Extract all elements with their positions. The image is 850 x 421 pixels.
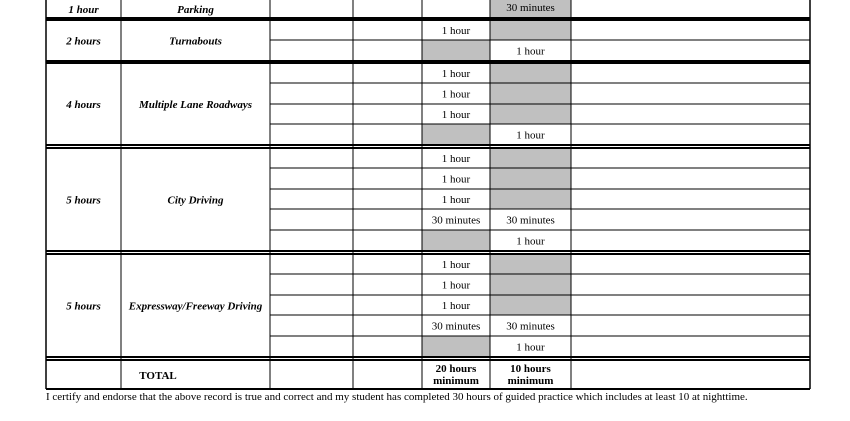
total-daytime-qualifier: minimum	[433, 375, 479, 387]
shaded-cell	[490, 254, 571, 274]
daytime-hours-cell: 1 hour	[441, 109, 471, 121]
shaded-cell	[490, 189, 571, 209]
daytime-hours-cell: 30 minutes	[431, 320, 481, 333]
nighttime-hours-cell: 1 hour	[516, 341, 545, 354]
shaded-cell	[490, 20, 571, 40]
total-daytime-hours: 20 hours	[435, 363, 477, 375]
shaded-cell	[490, 83, 571, 104]
shaded-cell	[422, 40, 490, 61]
daytime-hours-cell: 1 hour	[441, 68, 471, 80]
total-nighttime-qualifier: minimum	[507, 375, 554, 387]
daytime-hours-cell: 1 hour	[441, 259, 471, 271]
nighttime-hours-cell: 30 minutes	[506, 2, 555, 14]
required-hours-label: 5 hours	[66, 194, 101, 207]
required-hours-label: 5 hours	[66, 300, 101, 313]
shaded-cell	[422, 124, 490, 145]
required-hours-label: 2 hours	[66, 35, 101, 48]
nighttime-hours-cell: 30 minutes	[506, 214, 555, 227]
daytime-hours-cell: 30 minutes	[431, 214, 481, 227]
skill-topic-label: City Driving	[167, 194, 224, 207]
nighttime-hours-cell: 1 hour	[516, 45, 545, 58]
nighttime-hours-cell: 1 hour	[516, 235, 545, 248]
shaded-cell	[490, 63, 571, 83]
skill-topic-label: Parking	[177, 4, 214, 16]
certification-statement: I certify and endorse that the above record is true and correct and my student has completed 30 hours of guided practice which includes at least 10 at nighttime.	[46, 391, 748, 403]
daytime-hours-cell: 1 hour	[441, 173, 471, 186]
required-hours-label: 4 hours	[66, 99, 101, 111]
shaded-cell	[490, 295, 571, 315]
shaded-cell	[490, 168, 571, 189]
daytime-hours-cell: 1 hour	[441, 88, 471, 101]
total-nighttime-hours: 10 hours	[510, 363, 551, 375]
daytime-hours-cell: 1 hour	[441, 300, 471, 312]
shaded-cell	[490, 274, 571, 295]
nighttime-hours-cell: 1 hour	[516, 129, 545, 142]
nighttime-hours-cell: 30 minutes	[506, 320, 555, 333]
daytime-hours-cell: 1 hour	[441, 194, 471, 206]
skill-topic-label: Multiple Lane Roadways	[138, 99, 253, 111]
total-label: TOTAL	[139, 370, 177, 382]
skill-topic-label: Expressway/Freeway Driving	[128, 300, 263, 313]
daytime-hours-cell: 1 hour	[441, 153, 471, 165]
daytime-hours-cell: 1 hour	[441, 279, 471, 292]
shaded-cell	[422, 336, 490, 357]
daytime-hours-cell: 1 hour	[441, 25, 471, 37]
shaded-cell	[490, 104, 571, 124]
required-hours-label: 1 hour	[68, 4, 99, 16]
shaded-cell	[490, 148, 571, 168]
shaded-cell	[422, 230, 490, 251]
skill-topic-label: Turnabouts	[169, 35, 222, 48]
